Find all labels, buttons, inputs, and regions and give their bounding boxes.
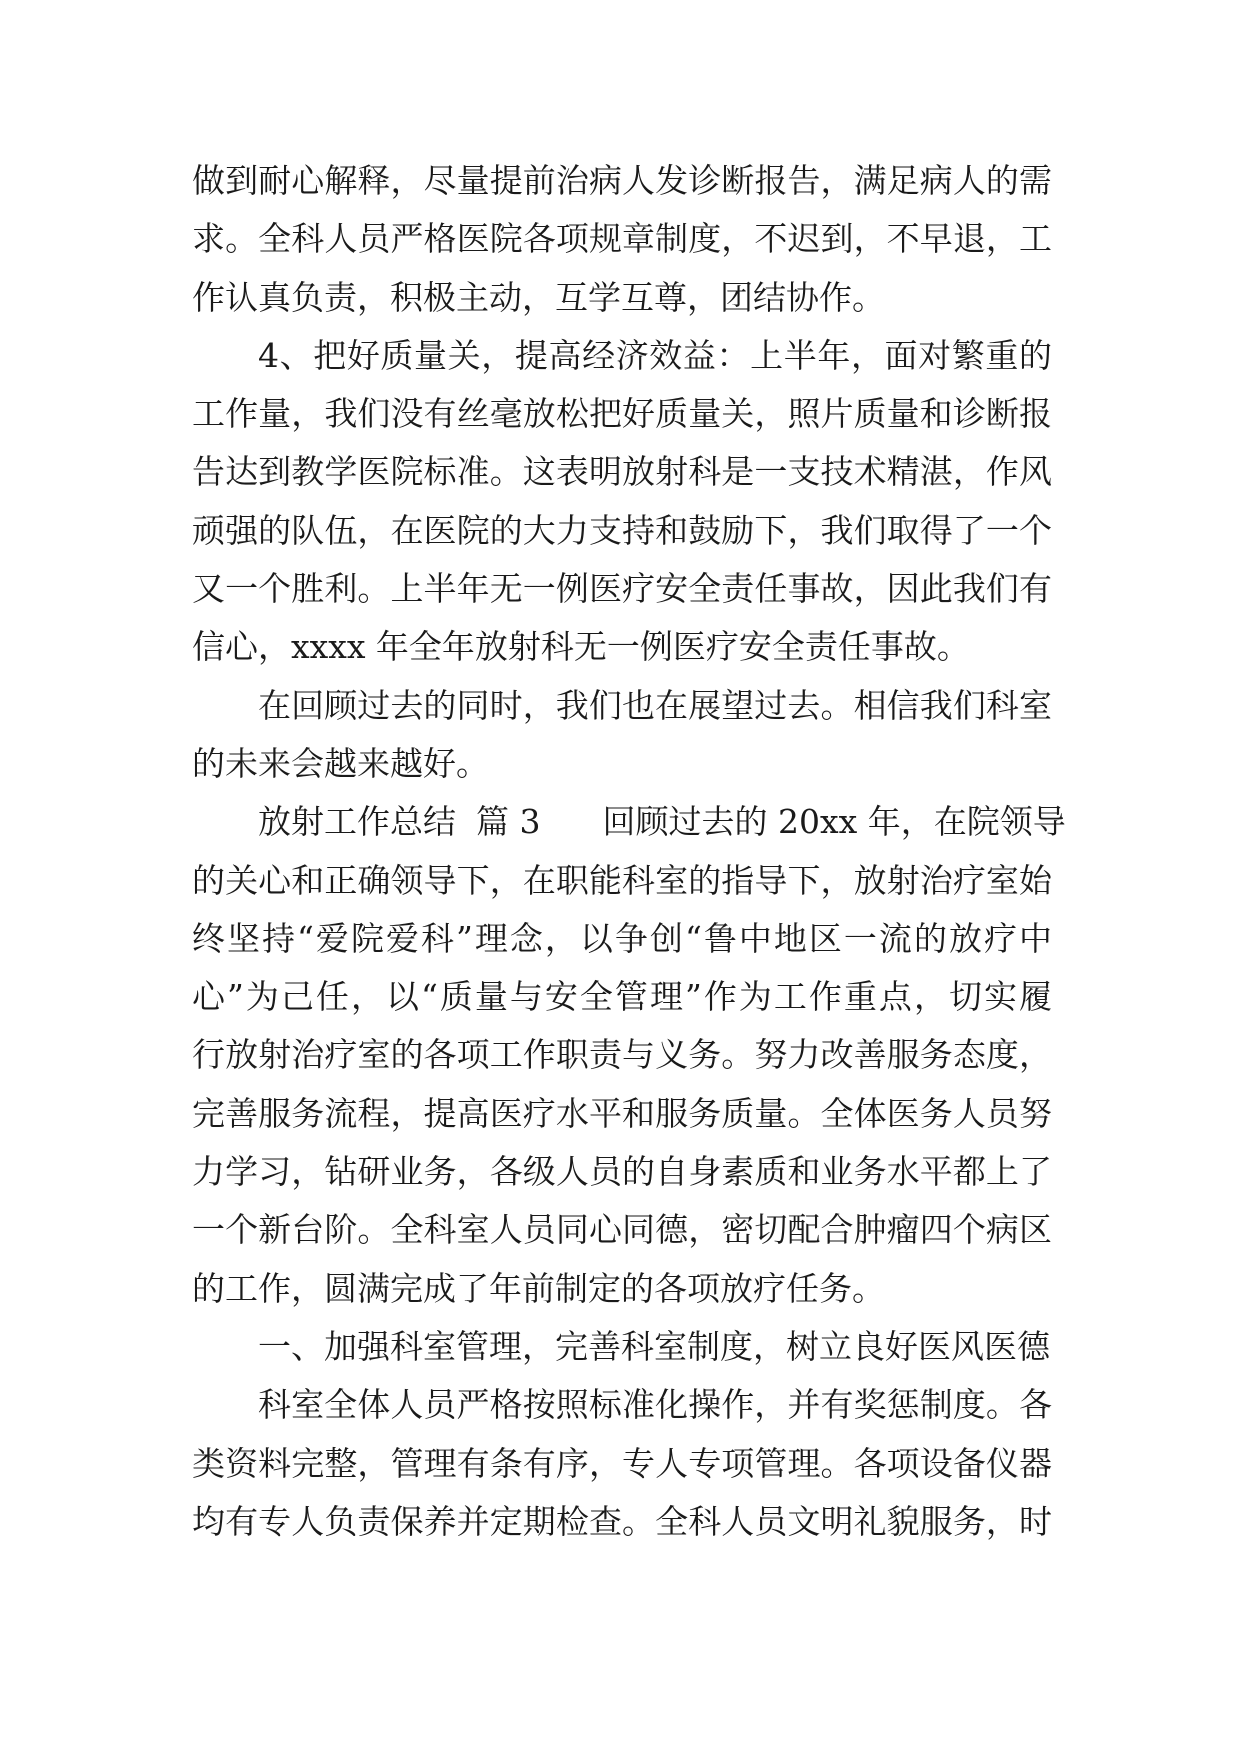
- text-line: 科室全体人员严格按照标准化操作，并有奖惩制度。各: [258, 1385, 1052, 1425]
- text-line: 在回顾过去的同时，我们也在展望过去。相信我们科室: [258, 685, 1052, 725]
- text-line: 做到耐心解释，尽量提前治病人发诊断报告，满足病人的需: [192, 161, 1052, 200]
- text-line: 终坚持“爱院爱科”理念，以争创“鲁中地区一流的放疗中: [192, 918, 1052, 958]
- document-body: [192, 152, 1066, 1551]
- text-line: 均有专人负责保养并定期检查。全科人员文明礼貌服务，时: [192, 1501, 1052, 1541]
- text-line: 又一个胜利。上半年无一例医疗安全责任事故，因此我们有: [192, 569, 1052, 609]
- text-line: 顽强的队伍，在医院的大力支持和鼓励下，我们取得了一个: [192, 510, 1052, 550]
- text-line: 的关心和正确领导下，在职能科室的指导下，放射治疗室始: [192, 860, 1052, 900]
- text-line: 的工作，圆满完成了年前制定的各项放疗任务。: [192, 1268, 885, 1308]
- text-line: 求。全科人员严格医院各项规章制度，不迟到，不早退，工: [192, 219, 1052, 259]
- text-line: 告达到教学医院标准。这表明放射科是一支技术精湛，作风: [192, 452, 1052, 492]
- text-line: 信心，xxxx 年全年放射科无一例医疗安全责任事故。: [192, 627, 970, 667]
- text-line: 行放射治疗室的各项工作职责与义务。努力改善服务态度，: [192, 1035, 1052, 1075]
- text-line: 完善服务流程，提高医疗水平和服务质量。全体医务人员努: [192, 1093, 1052, 1133]
- section-title: 放射工作总结: [258, 802, 456, 842]
- text-line: 力学习，钻研业务，各级人员的自身素质和业务水平都上了: [192, 1152, 1052, 1192]
- text-line: 心”为己任，以“质量与安全管理”作为工作重点，切实履: [192, 977, 1052, 1017]
- text-line: 4、把好质量关，提高经济效益：上半年，面对繁重的: [258, 335, 1052, 375]
- section-heading-line: [192, 793, 1066, 851]
- section-continuation: 回顾过去的 20xx 年，在院领导: [602, 802, 1066, 842]
- subheading-line: 一、加强科室管理，完善科室制度，树立良好医风医德: [258, 1326, 1050, 1366]
- text-line: 工作量，我们没有丝毫放松把好质量关，照片质量和诊断报: [192, 394, 1052, 434]
- text-line: 作认真负责，积极主动，互学互尊，团结协作。: [192, 277, 885, 317]
- text-line: 的未来会越来越好。: [192, 743, 489, 783]
- text-line: 一个新台阶。全科室人员同心同德，密切配合肿瘤四个病区: [192, 1210, 1052, 1250]
- section-part: 篇 3: [476, 802, 541, 842]
- text-line: 类资料完整，管理有条有序，专人专项管理。各项设备仪器: [192, 1443, 1052, 1483]
